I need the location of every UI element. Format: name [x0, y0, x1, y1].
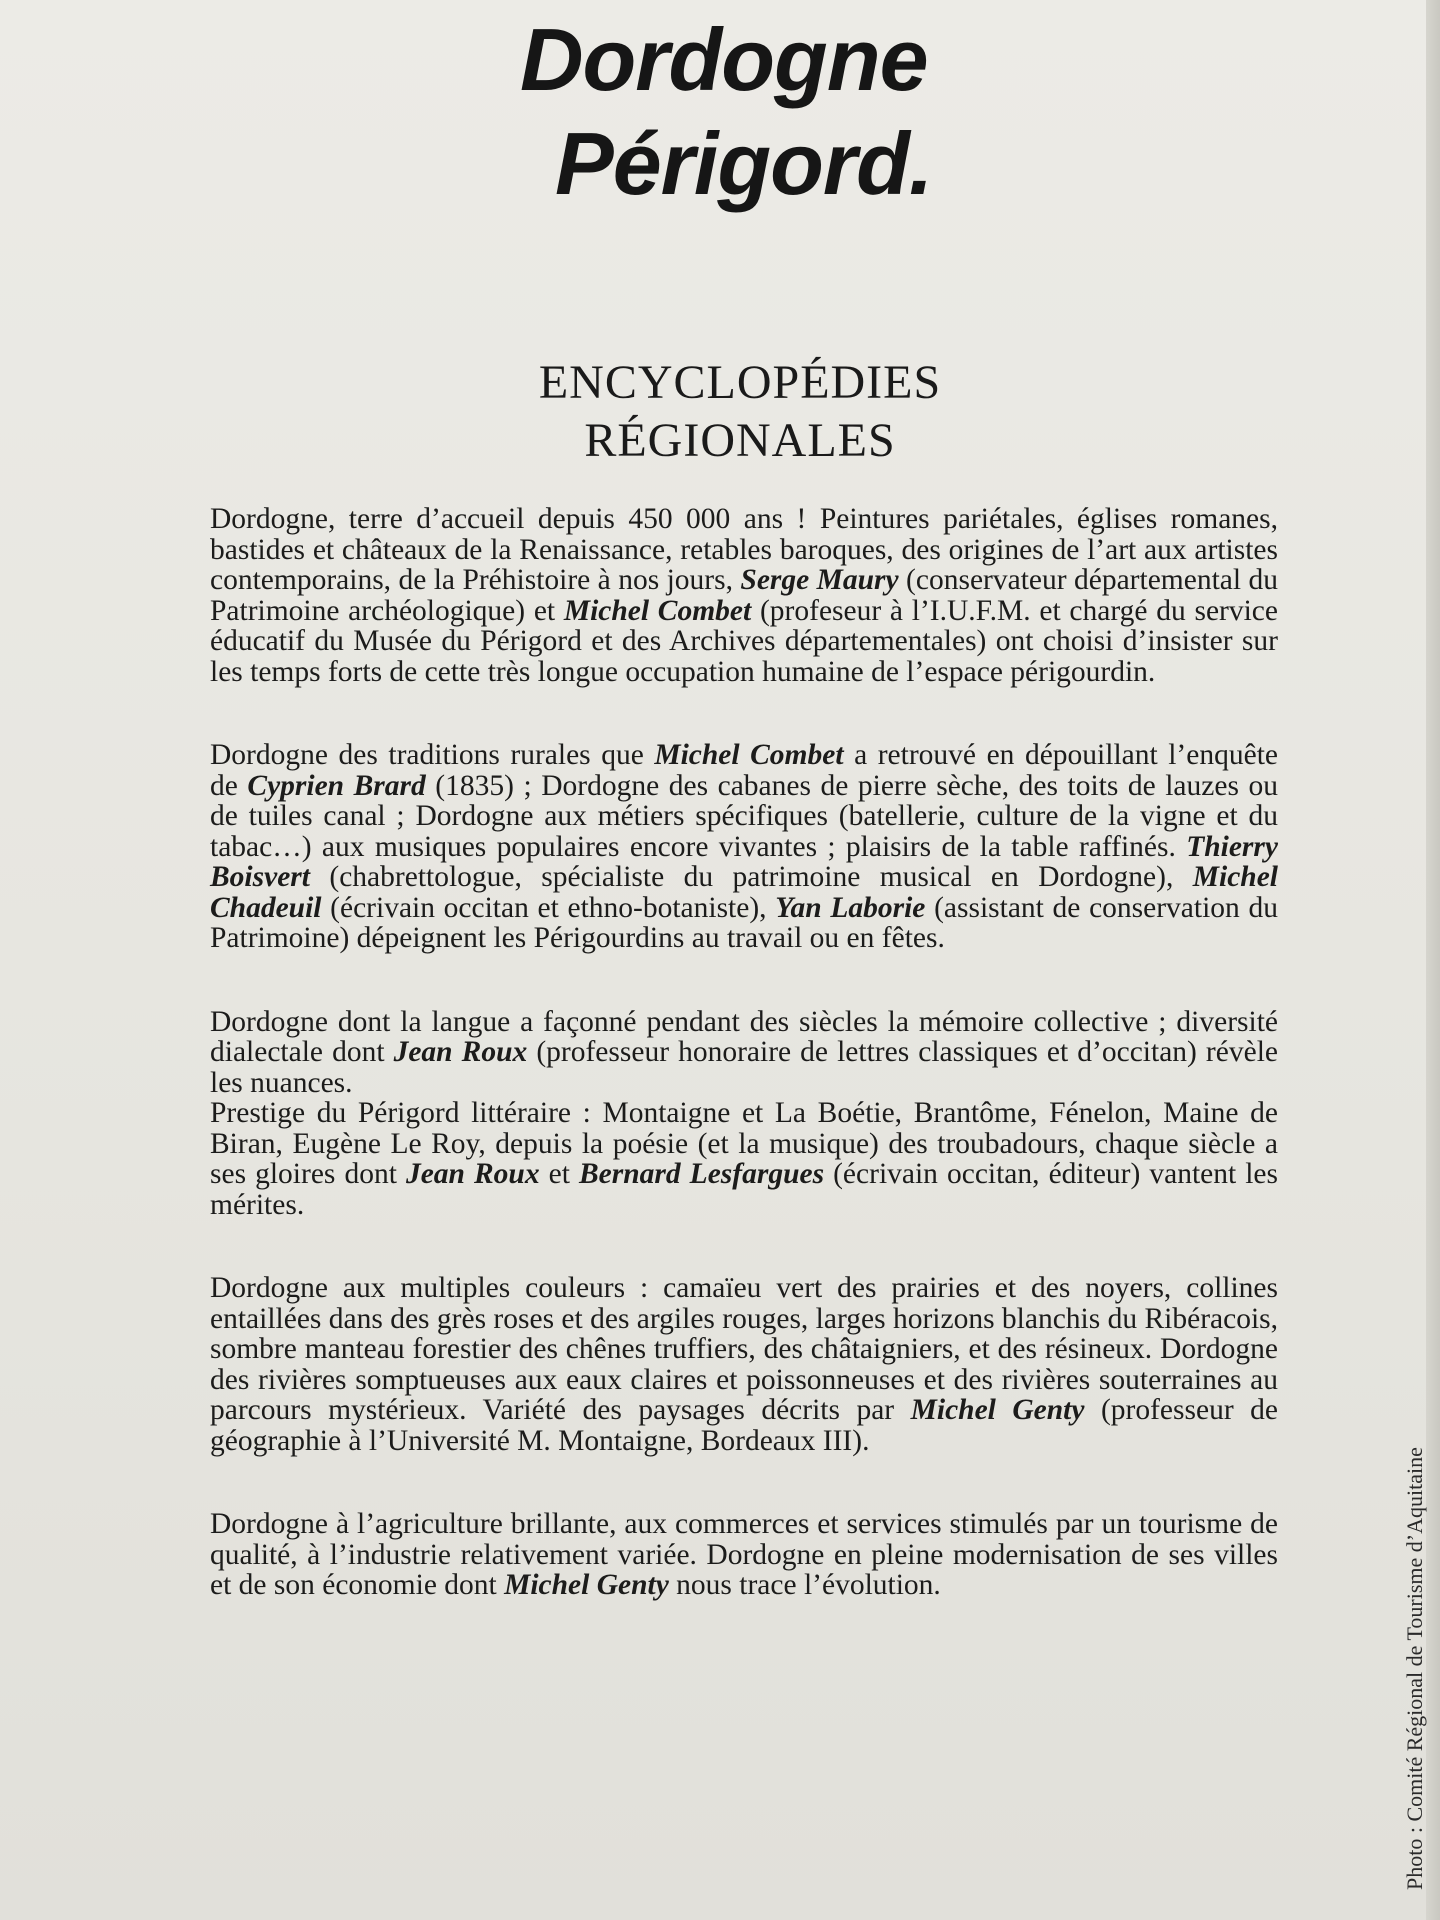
- text-run: Dordogne aux multiples couleurs : camaïeu vert des prairies et des noyers, collines entaillées dans des grès roses et des argiles rouges, larges horizons blanchis du Ribéracois, sombre manteau forestier des chênes truffiers, des châtaigniers, et des résineux. Dordogne des rivières somptueuses aux eaux claires et poissonneuses et des rivières souterraines au parcours mystérieux. Variété des paysages décrits par: [210, 1272, 1279, 1426]
- text-run: (assistant de conservation du Patrimoine) dépeignent les Périgourdins au travail ou en fêtes.: [210, 891, 1278, 954]
- series-line-2: RÉGIONALES: [584, 414, 896, 467]
- text-run: (écrivain occitan, éditeur) vantent les mérites.: [210, 1158, 1279, 1221]
- text-run: (professeur de géographie à l’Université M. Montaigne, Bordeaux III).: [210, 1394, 1278, 1457]
- author-name: Michel Genty: [504, 1569, 669, 1601]
- author-name: Michel Combet: [654, 739, 844, 771]
- author-name: Bernard Lesfargues: [578, 1158, 825, 1190]
- cover-edge: [1426, 0, 1440, 1920]
- blurb-paragraph-5: [210, 1273, 1278, 1456]
- author-name: Michel Chadeuil: [210, 861, 1278, 924]
- title-line-1: Dordogne: [520, 10, 928, 109]
- text-run: Dordogne, terre d’accueil depuis 450 000 ans ! Peintures pariétales, églises romanes, bastides et châteaux de la Renaissance, retables baroques, des origines de l’art aux artistes contemporains, de la Préhistoire à nos jours,: [210, 503, 1278, 596]
- text-run: (écrivain occitan et ethno-botaniste),: [321, 891, 776, 924]
- author-name: Michel Combet: [563, 594, 752, 627]
- series-name: [430, 354, 1050, 470]
- author-name: Cyprien Brard: [247, 769, 426, 802]
- book-title: [520, 8, 1080, 216]
- blurb-paragraph-1: [210, 504, 1278, 687]
- text-run: Prestige du Périgord littéraire : Montaigne et La Boétie, Brantôme, Fénelon, Maine de Biran, Eugène Le Roy, depuis la poésie (et la musique) des troubadours, chaque siècle a ses gloires dont: [210, 1097, 1278, 1190]
- text-run: (profeseur à l’I.U.F.M. et chargé du service éducatif du Musée du Périgord et des Archives départementales) ont choisi d’insister sur les temps forts de cette très longue occupation humaine de l’espace périgourdin.: [210, 594, 1278, 688]
- text-run: a retrouvé en dépouillant l’enquête de: [210, 739, 1278, 802]
- text-run: (conservateur départemental du Patrimoine archéologique) et: [210, 564, 1278, 627]
- photo-credit: Photo : Comité Régional de Tourisme d’Aquitaine: [1402, 1447, 1427, 1890]
- author-name: Yan Laborie: [775, 891, 926, 924]
- text-run: (1835) ; Dordogne des cabanes de pierre sèche, des toits de lauzes ou de tuiles canal ; Dordogne aux métiers spécifiques (batellerie, culture de la vigne et du tabac…) aux musiques populaires encore vivantes ; plaisirs de la table raffinés.: [210, 769, 1278, 863]
- text-run: et: [539, 1158, 579, 1190]
- author-name: Jean Roux: [405, 1158, 540, 1190]
- author-name: Serge Maury: [740, 564, 899, 596]
- text-run: Dordogne dont la langue a façonné pendant des siècles la mémoire collective ; diversité dialectale dont: [210, 1005, 1278, 1068]
- text-run: Dordogne des traditions rurales que: [210, 739, 655, 771]
- text-run: Dordogne à l’agriculture brillante, aux commerces et services stimulés par un tourisme de qualité, à l’industrie relativement variée. Dordogne en pleine modernisation de ses villes et de son économie dont: [210, 1508, 1278, 1601]
- author-name: Michel Genty: [910, 1394, 1085, 1426]
- author-name: Thierry Boisvert: [210, 830, 1278, 893]
- text-run: (professeur honoraire de lettres classiques et d’occitan) révèle les nuances.: [210, 1036, 1278, 1099]
- blurb-paragraph-4: [210, 1098, 1278, 1220]
- text-run: nous trace l’évolution.: [668, 1569, 941, 1601]
- text-run: (chabrettologue, spécialiste du patrimoine musical en Dordogne),: [309, 861, 1193, 893]
- blurb-text: [210, 504, 1278, 1654]
- title-line-2: Périgord.: [555, 114, 933, 213]
- author-name: Jean Roux: [393, 1036, 528, 1068]
- blurb-paragraph-3: [210, 1007, 1278, 1099]
- blurb-paragraph-6: [210, 1509, 1278, 1601]
- series-line-1: ENCYCLOPÉDIES: [538, 356, 942, 409]
- blurb-paragraph-2: [210, 740, 1278, 954]
